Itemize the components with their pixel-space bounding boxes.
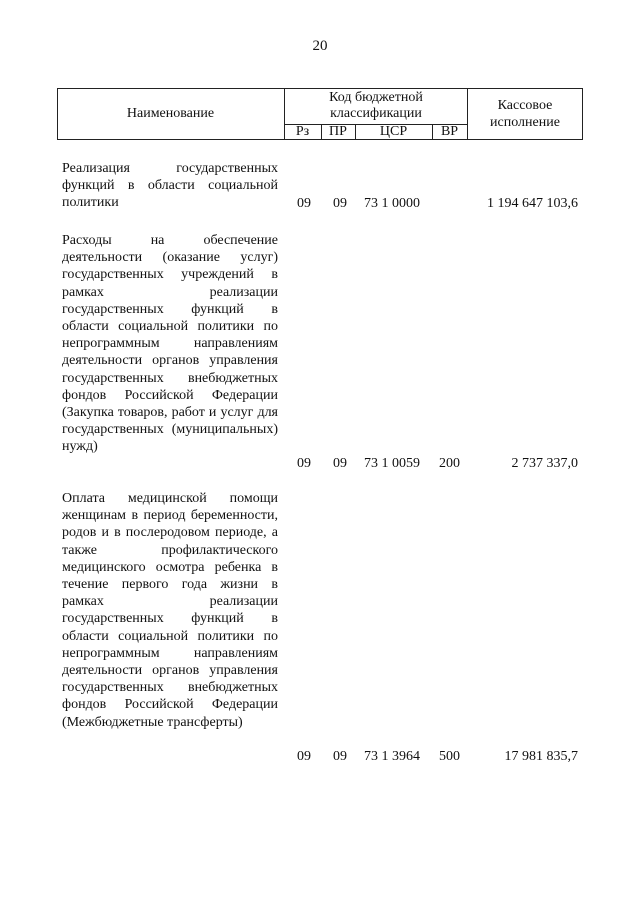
header-amount-1: Кассовое — [497, 98, 553, 113]
header-code-group-2: классификации — [330, 106, 422, 121]
row-rz: 09 — [297, 749, 311, 764]
row-pr: 09 — [333, 749, 347, 764]
page-number: 20 — [312, 38, 328, 54]
row-amount: 17 981 835,7 — [504, 749, 578, 764]
header-right-border — [582, 88, 583, 140]
header-pr: ПР — [329, 124, 347, 139]
row-amount: 1 194 647 103,6 — [487, 196, 578, 211]
row-vr: 500 — [439, 749, 460, 764]
row-rz: 09 — [297, 456, 311, 471]
header-name: Наименование — [126, 106, 215, 121]
header-amount-2: исполнение — [490, 115, 560, 130]
row-vr: 200 — [439, 456, 460, 471]
row-name: Реализация государственных функций в области социальной политики — [62, 161, 278, 211]
row-rz: 09 — [297, 196, 311, 211]
header-csr: ЦСР — [379, 124, 408, 139]
row-amount: 2 737 337,0 — [511, 456, 578, 471]
table-header — [57, 88, 583, 140]
row-name: Расходы на обеспечение деятельности (оказание услуг) государственных учреждений в рамках реализации государственных функций в области социальной политики по непрограммным направлениям деятельности органов управления государственных внебюджетных фондов Российской Федерации (Закупка товаров, работ и услуг для государственных (муниципальных) нужд) — [62, 233, 278, 455]
header-top-border — [57, 88, 583, 89]
row-name: Оплата медицинской помощи женщинам в период беременности, родов и в послеродовом периоде, а также профилактического медицинского осмотра ребенка в течение первого года жизни в рамках реализации государственных функций в области социальной политики по непрограммным направлениям деятельности органов управления государственных внебюджетных фондов Российской Федерации (Межбюджетные трансферты) — [62, 491, 278, 730]
row-pr: 09 — [333, 196, 347, 211]
row-pr: 09 — [333, 456, 347, 471]
header-rz: Рз — [295, 124, 310, 139]
row-csr: 73 1 0000 — [364, 196, 420, 211]
row-csr: 73 1 0059 — [364, 456, 420, 471]
header-vr: ВР — [440, 124, 459, 139]
header-code-group-1: Код бюджетной — [329, 90, 423, 105]
row-csr: 73 1 3964 — [364, 749, 420, 764]
